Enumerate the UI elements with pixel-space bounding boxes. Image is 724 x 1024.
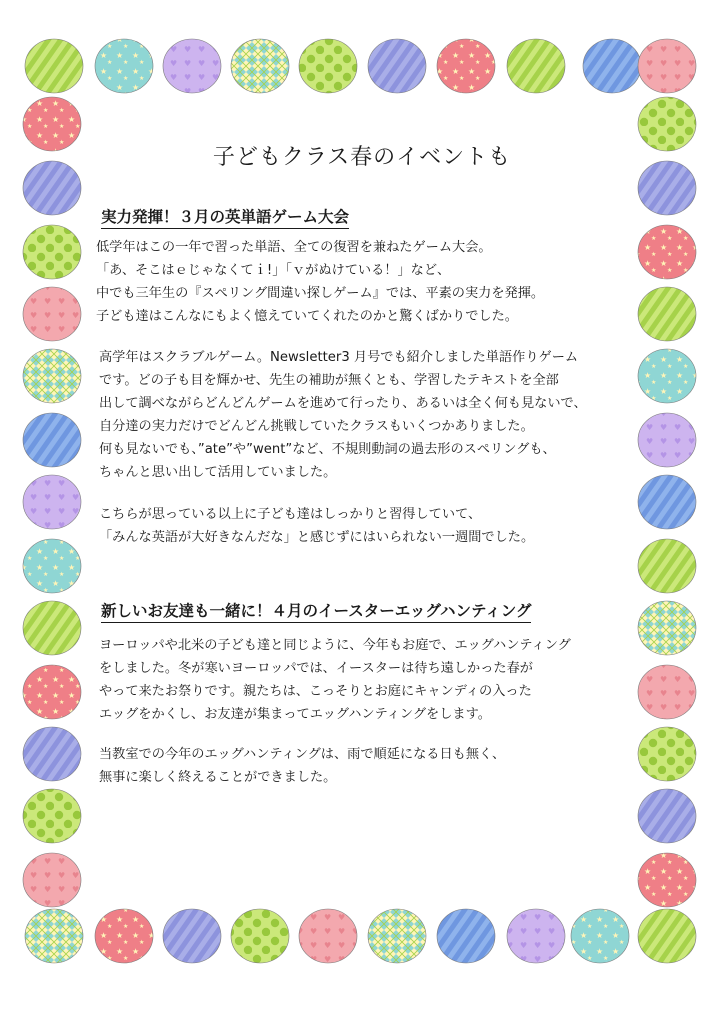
egg-lime-dots [23,225,81,279]
paragraph-line: 中でも三年生の『スペリング間違い探しゲーム』では、平素の実力を発揮。 [96,286,545,301]
paragraph-line: こちらが思っている以上に子ども達はしっかりと習得していて、 [99,507,482,522]
paragraph-line: 低学年はこの一年で習った単語、全ての復習を兼ねたゲーム大会。 [96,240,492,255]
paragraph-line: やって来たお祭りです。親たちは、こっそりとお庭にキャンディの入った [99,684,532,699]
paragraph-line: 何も見ないでも、”ate”や”went”など、不規則動詞の過去形のスペリングも、 [99,442,556,457]
egg-lime-stripe [507,39,565,93]
egg-blue-stripe [437,909,495,963]
egg-coral-star [23,665,81,719]
egg-pink-heart [23,287,81,341]
egg-lime-stripe [23,601,81,655]
egg-coral-star [638,853,696,907]
paragraph-line: です。どの子も目を輝かせ、先生の補助が無くとも、学習したテキストを全部 [99,373,559,388]
egg-teal-star [95,39,153,93]
egg-coral-star [437,39,495,93]
egg-blue-stripe [583,39,641,93]
paragraph-line: 「みんな英語が大好きなんだな」と感じずにはいられない一週間でした。 [99,530,535,545]
egg-pink-heart [23,853,81,907]
paragraph-line: ヨーロッパや北米の子ども達と同じように、今年もお庭で、エッグハンティング [99,638,571,653]
paragraph-line: ちゃんと思い出して活用していました。 [99,465,337,480]
egg-argyle [25,909,83,963]
paragraph-line: 高学年はスクラブルゲーム。Newsletter3 月号でも紹介しました単語作りゲーム [99,350,579,365]
egg-lavender-heart [638,413,696,467]
page-title: 子どもクラス春のイベントも [212,145,512,170]
paragraph-line: をしました。冬が寒いヨーロッパでは、イースターは待ち遠しかった春が [99,661,533,676]
egg-argyle [23,349,81,403]
egg-lime-stripe [638,909,696,963]
egg-lime-dots [299,39,357,93]
section-heading-egg-hunt: 新しいお友達も一緒に！４月のイースターエッグハンティング [101,601,531,623]
egg-lavender-heart [23,475,81,529]
egg-teal-star [638,349,696,403]
egg-lime-dots [23,789,81,843]
egg-blue-stripe [638,475,696,529]
egg-lavender-heart [163,39,221,93]
egg-argyle [231,39,289,93]
egg-periwinkle-stripe [163,909,221,963]
paragraph-line: 無事に楽しく終えることができました。 [99,770,337,785]
paragraph-line: 出して調べながらどんどんゲームを進めて行ったり、あるいは全く何も見ないで、 [99,396,587,411]
egg-coral-star [638,225,696,279]
egg-coral-star [95,909,153,963]
egg-periwinkle-stripe [368,39,426,93]
egg-argyle [638,601,696,655]
paragraph-line: 当教室での今年のエッグハンティングは、雨で順延になる日も無く、 [99,747,506,762]
egg-teal-star [571,909,629,963]
egg-argyle [368,909,426,963]
egg-periwinkle-stripe [23,727,81,781]
egg-lime-stripe [638,287,696,341]
paragraph-line: 自分達の実力だけでどんどん挑戦していたクラスもいくつかありました。 [99,419,534,434]
egg-blue-stripe [23,413,81,467]
egg-lime-dots [638,727,696,781]
egg-pink-heart [299,909,357,963]
egg-pink-heart [638,39,696,93]
egg-lavender-heart [507,909,565,963]
egg-pink-heart [638,665,696,719]
paragraph-line: 「あ、そこはｅじゃなくてｉ!」「ｖがぬけている！」など、 [96,263,451,278]
section-heading-english-game: 実力発揮！３月の英単語ゲーム大会 [101,207,349,229]
egg-lime-stripe [25,39,83,93]
paragraph-line: エッグをかくし、お友達が集まってエッグハンティングをします。 [99,707,491,722]
egg-periwinkle-stripe [638,789,696,843]
egg-lime-dots [231,909,289,963]
egg-teal-star [23,539,81,593]
paragraph-line: 子ども達はこんなにもよく憶えていてくれたのかと驚くばかりでした。 [96,309,518,324]
egg-lime-stripe [638,539,696,593]
